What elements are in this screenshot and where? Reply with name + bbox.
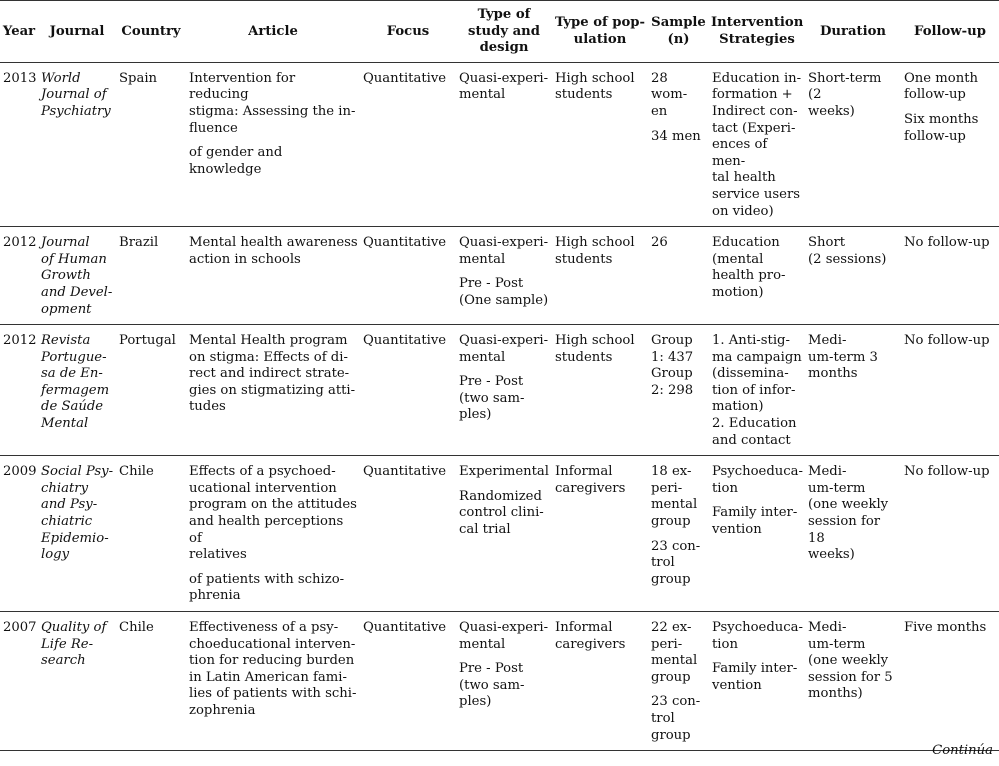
continuation-note: Continúa bbox=[932, 743, 993, 758]
paragraph-gap bbox=[712, 653, 803, 661]
cell-article-line: Mental health awareness bbox=[189, 235, 358, 251]
cell-population-line: students bbox=[555, 87, 613, 103]
cell-article-line: and health perceptions of bbox=[189, 514, 344, 546]
cell-duration-line: months bbox=[808, 366, 858, 382]
paragraph-gap bbox=[459, 268, 550, 276]
cell-journal bbox=[38, 612, 116, 751]
cell-duration-line: um-term bbox=[808, 636, 866, 652]
cell-duration bbox=[805, 227, 901, 325]
cell-intervention bbox=[709, 62, 805, 226]
cell-journal-line: chiatry bbox=[41, 480, 89, 496]
table-row bbox=[0, 325, 999, 456]
cell-study-design bbox=[456, 612, 552, 751]
cell-intervention-line: 1. Anti-stig- bbox=[712, 333, 790, 349]
cell-sample-line: 23 con- bbox=[651, 694, 701, 710]
header-article: Article bbox=[186, 1, 360, 63]
cell-study-design-line: control clini- bbox=[459, 505, 544, 521]
cell-sample-line: trol bbox=[651, 710, 675, 726]
cell-sample-line: mental bbox=[651, 653, 698, 669]
cell-study-design bbox=[456, 227, 552, 325]
cell-duration-line: session for 5 bbox=[808, 669, 893, 685]
cell-country: Spain bbox=[116, 62, 186, 226]
header-type-pop-line: Type of pop- bbox=[555, 15, 645, 31]
cell-followup-line: One month bbox=[904, 70, 979, 86]
cell-followup bbox=[901, 227, 999, 325]
cell-duration-line: weeks) bbox=[808, 547, 855, 563]
cell-followup-line: Six months bbox=[904, 111, 979, 127]
paragraph-gap bbox=[189, 137, 358, 145]
cell-study-design-line: cal trial bbox=[459, 522, 511, 538]
cell-study-design-line: Quasi-experi- bbox=[459, 333, 549, 349]
cell-population-line: High school bbox=[555, 333, 635, 349]
header-type-pop-line: ulation bbox=[573, 31, 627, 47]
cell-study-design-line: ples) bbox=[459, 407, 492, 423]
table-body bbox=[0, 62, 999, 750]
header-row bbox=[0, 1, 999, 63]
cell-journal-line: Growth bbox=[41, 268, 91, 284]
cell-duration-line: Medi- bbox=[808, 464, 847, 480]
cell-study-design bbox=[456, 325, 552, 456]
paragraph-gap bbox=[459, 653, 550, 661]
cell-study-design-line: mental bbox=[459, 251, 506, 267]
cell-study-design-line: ples) bbox=[459, 694, 492, 710]
cell-intervention-line: Family inter- bbox=[712, 661, 798, 677]
cell-country: Chile bbox=[116, 456, 186, 612]
header-type-study-line: Type of bbox=[477, 7, 531, 22]
table-row bbox=[0, 62, 999, 226]
cell-year: 2012 bbox=[0, 227, 38, 325]
cell-article bbox=[186, 227, 360, 325]
cell-journal-line: Life Re- bbox=[41, 636, 94, 652]
cell-journal-line: World bbox=[41, 70, 81, 86]
cell-article-line: action in schools bbox=[189, 251, 301, 267]
cell-sample-line: group bbox=[651, 571, 691, 587]
cell-sample-line: 34 men bbox=[651, 128, 701, 144]
cell-followup bbox=[901, 62, 999, 226]
cell-article bbox=[186, 612, 360, 751]
cell-country: Brazil bbox=[116, 227, 186, 325]
cell-intervention-line: formation + bbox=[712, 87, 793, 103]
cell-article-line: tion for reducing burden bbox=[189, 653, 355, 669]
cell-journal-line: opment bbox=[41, 301, 92, 317]
cell-study-design-line: mental bbox=[459, 636, 506, 652]
cell-sample bbox=[648, 62, 709, 226]
table-row bbox=[0, 456, 999, 612]
cell-sample-line: mental bbox=[651, 497, 698, 513]
cell-journal-line: and Devel- bbox=[41, 284, 113, 300]
cell-journal-line: Epidemio- bbox=[41, 530, 109, 546]
cell-intervention-line: 2. Education bbox=[712, 416, 797, 432]
cell-duration-line: Medi- bbox=[808, 620, 847, 635]
header-journal: Journal bbox=[38, 1, 116, 63]
cell-article-line: zophrenia bbox=[189, 702, 256, 718]
cell-intervention-line: tact (Experi- bbox=[712, 120, 796, 136]
cell-duration bbox=[805, 456, 901, 612]
paragraph-gap bbox=[651, 531, 707, 539]
cell-followup-line: Five months bbox=[904, 620, 987, 635]
cell-followup-line: follow-up bbox=[904, 128, 966, 144]
cell-sample-line: peri- bbox=[651, 480, 683, 496]
cell-followup-line: No follow-up bbox=[904, 235, 990, 251]
cell-article-line: Effects of a psychoed- bbox=[189, 464, 336, 480]
cell-article bbox=[186, 62, 360, 226]
cell-article-line: fluence bbox=[189, 120, 238, 136]
cell-intervention bbox=[709, 456, 805, 612]
paragraph-gap bbox=[189, 564, 358, 572]
cell-country: Chile bbox=[116, 612, 186, 751]
cell-sample bbox=[648, 456, 709, 612]
cell-article-line: Intervention for reducing bbox=[189, 70, 296, 103]
cell-intervention-line: tion bbox=[712, 480, 738, 496]
cell-year: 2013 bbox=[0, 62, 38, 226]
header-type-study-line: study and bbox=[468, 23, 540, 39]
cell-sample bbox=[648, 227, 709, 325]
cell-intervention-line: on video) bbox=[712, 203, 774, 219]
cell-study-design-line: Pre - Post bbox=[459, 276, 524, 292]
cell-journal-line: Journal of bbox=[41, 87, 107, 103]
cell-duration-line: um-term 3 bbox=[808, 349, 878, 365]
paragraph-gap bbox=[651, 121, 707, 129]
header-type-population bbox=[552, 1, 648, 63]
cell-population-line: students bbox=[555, 251, 613, 267]
cell-focus: Quantitative bbox=[360, 62, 456, 226]
cell-article-line: tudes bbox=[189, 399, 226, 415]
cell-journal bbox=[38, 227, 116, 325]
cell-article-line: lies of patients with schi- bbox=[189, 686, 357, 702]
cell-article-line: rect and indirect strate- bbox=[189, 366, 350, 382]
cell-intervention bbox=[709, 227, 805, 325]
header-focus: Focus bbox=[360, 1, 456, 63]
header-intervention bbox=[709, 1, 805, 63]
cell-duration bbox=[805, 62, 901, 226]
cell-population bbox=[552, 62, 648, 226]
cell-followup bbox=[901, 456, 999, 612]
cell-country: Portugal bbox=[116, 325, 186, 456]
cell-journal-line: Portugue- bbox=[41, 349, 107, 365]
cell-duration bbox=[805, 612, 901, 751]
cell-article-line: gies on stigmatizing atti- bbox=[189, 382, 356, 398]
table-row bbox=[0, 612, 999, 751]
cell-sample-line: 28 wom- bbox=[651, 70, 688, 103]
header-intervention-line: Strategies bbox=[719, 31, 795, 47]
cell-population-line: caregivers bbox=[555, 480, 626, 496]
cell-journal bbox=[38, 456, 116, 612]
cell-intervention-line: Psychoeduca- bbox=[712, 464, 803, 480]
cell-population-line: students bbox=[555, 349, 613, 365]
cell-sample-line: Group bbox=[651, 366, 693, 382]
cell-year: 2012 bbox=[0, 325, 38, 456]
cell-article-line: of gender and knowledge bbox=[189, 145, 283, 177]
cell-article-line: Mental Health program bbox=[189, 333, 348, 349]
cell-population-line: Informal bbox=[555, 464, 613, 480]
cell-intervention-line: (dissemina- bbox=[712, 366, 789, 382]
cell-sample-line: group bbox=[651, 669, 691, 685]
cell-sample-line: group bbox=[651, 514, 691, 530]
cell-sample-line: trol bbox=[651, 555, 675, 571]
cell-duration-line: (one weekly bbox=[808, 497, 889, 513]
cell-sample-line: 18 ex- bbox=[651, 464, 692, 480]
cell-study-design-line: Pre - Post bbox=[459, 661, 524, 677]
cell-journal-line: of Human bbox=[41, 251, 107, 267]
cell-intervention-line: Education in- bbox=[712, 70, 802, 86]
cell-study-design-line: (One sample) bbox=[459, 292, 549, 308]
cell-population bbox=[552, 325, 648, 456]
cell-journal-line: Social Psy- bbox=[41, 464, 114, 480]
header-type-study-line: design bbox=[479, 40, 529, 56]
cell-focus: Quantitative bbox=[360, 227, 456, 325]
cell-intervention-line: vention bbox=[712, 677, 762, 693]
table-row bbox=[0, 227, 999, 325]
cell-population-line: High school bbox=[555, 235, 635, 251]
cell-followup-line: No follow-up bbox=[904, 333, 990, 349]
cell-journal-line: sa de En- bbox=[41, 366, 103, 382]
cell-intervention bbox=[709, 612, 805, 751]
cell-journal-line: Journal bbox=[41, 235, 90, 251]
header-sample-line: (n) bbox=[667, 31, 690, 47]
header-followup: Follow-up bbox=[901, 1, 999, 63]
cell-article-line: on stigma: Effects of di- bbox=[189, 349, 348, 365]
cell-population-line: Informal bbox=[555, 620, 613, 635]
cell-article bbox=[186, 456, 360, 612]
cell-intervention-line: and contact bbox=[712, 432, 791, 448]
cell-study-design-line: (two sam- bbox=[459, 390, 525, 406]
cell-sample-line: 2: 298 bbox=[651, 382, 694, 398]
cell-journal-line: Mental bbox=[41, 416, 89, 432]
cell-intervention-line: health pro- bbox=[712, 268, 786, 284]
cell-year: 2007 bbox=[0, 612, 38, 751]
cell-study-design-line: Quasi-experi- bbox=[459, 620, 549, 635]
cell-journal-line: search bbox=[41, 653, 86, 669]
cell-duration-line: um-term bbox=[808, 480, 866, 496]
cell-intervention-line: Family inter- bbox=[712, 505, 798, 521]
cell-study-design-line: mental bbox=[459, 349, 506, 365]
cell-followup bbox=[901, 612, 999, 751]
cell-study-design-line: (two sam- bbox=[459, 677, 525, 693]
cell-sample-line: 22 ex- bbox=[651, 620, 692, 635]
cell-article-line: Effectiveness of a psy- bbox=[189, 620, 339, 635]
cell-journal-line: Quality of bbox=[41, 620, 107, 635]
cell-population bbox=[552, 612, 648, 751]
cell-journal bbox=[38, 325, 116, 456]
cell-followup-line: No follow-up bbox=[904, 464, 990, 480]
cell-journal-line: de Saúde bbox=[41, 399, 104, 415]
header-type-study bbox=[456, 1, 552, 63]
cell-focus: Quantitative bbox=[360, 612, 456, 751]
cell-intervention-line: tion bbox=[712, 636, 738, 652]
cell-article-line: ucational intervention bbox=[189, 480, 337, 496]
cell-intervention-line: Education bbox=[712, 235, 780, 251]
cell-duration-line: Short-term (2 bbox=[808, 70, 882, 103]
cell-sample bbox=[648, 325, 709, 456]
cell-study-design-line: mental bbox=[459, 87, 506, 103]
header-sample bbox=[648, 1, 709, 63]
cell-sample-line: en bbox=[651, 103, 668, 119]
cell-journal-line: and Psy- bbox=[41, 497, 98, 513]
cell-duration-line: (one weekly bbox=[808, 653, 889, 669]
cell-journal-line: fermagem bbox=[41, 382, 110, 398]
cell-sample-line: Group bbox=[651, 333, 693, 349]
cell-article-line: in Latin American fami- bbox=[189, 669, 347, 685]
cell-journal-line: Psychiatry bbox=[41, 103, 111, 119]
cell-followup bbox=[901, 325, 999, 456]
cell-sample-line: group bbox=[651, 727, 691, 743]
cell-duration bbox=[805, 325, 901, 456]
cell-intervention-line: vention bbox=[712, 522, 762, 538]
cell-intervention-line: Indirect con- bbox=[712, 103, 798, 119]
cell-sample-line: 26 bbox=[651, 235, 668, 251]
cell-intervention-line: mation) bbox=[712, 399, 764, 415]
cell-intervention-line: tion of infor- bbox=[712, 382, 796, 398]
cell-duration-line: Medi- bbox=[808, 333, 847, 349]
paragraph-gap bbox=[712, 497, 803, 505]
cell-focus: Quantitative bbox=[360, 325, 456, 456]
paragraph-gap bbox=[904, 104, 997, 112]
cell-journal-line: Revista bbox=[41, 333, 91, 349]
paragraph-gap bbox=[459, 366, 550, 374]
cell-study-design bbox=[456, 456, 552, 612]
header-sample-line: Sample bbox=[651, 15, 706, 31]
cell-article-line: relatives bbox=[189, 547, 247, 563]
cell-study-design-line: Randomized bbox=[459, 488, 542, 504]
cell-study-design-line: Experimental bbox=[459, 464, 550, 480]
cell-journal-line: chiatric bbox=[41, 514, 93, 530]
cell-duration-line: Short bbox=[808, 235, 846, 251]
cell-article-line: phrenia bbox=[189, 588, 241, 604]
cell-study-design-line: Quasi-experi- bbox=[459, 70, 549, 86]
cell-population bbox=[552, 456, 648, 612]
cell-sample-line: 1: 437 bbox=[651, 349, 694, 365]
cell-intervention bbox=[709, 325, 805, 456]
cell-article-line: of patients with schizo- bbox=[189, 571, 345, 587]
cell-intervention-line: (mental bbox=[712, 251, 764, 267]
cell-duration-line: session for 18 bbox=[808, 514, 881, 546]
cell-duration-line: weeks) bbox=[808, 103, 855, 119]
cell-study-design bbox=[456, 62, 552, 226]
cell-population-line: caregivers bbox=[555, 636, 626, 652]
cell-year: 2009 bbox=[0, 456, 38, 612]
cell-article-line: choeducational interven- bbox=[189, 636, 356, 652]
cell-followup-line: follow-up bbox=[904, 87, 966, 103]
cell-sample-line: peri- bbox=[651, 636, 683, 652]
cell-intervention-line: ences of men- bbox=[712, 137, 768, 169]
header-duration: Duration bbox=[805, 1, 901, 63]
cell-sample bbox=[648, 612, 709, 751]
cell-intervention-line: motion) bbox=[712, 284, 764, 300]
header-year: Year bbox=[0, 1, 38, 63]
header-country: Country bbox=[116, 1, 186, 63]
cell-intervention-line: ma campaign bbox=[712, 349, 802, 365]
cell-duration-line: (2 sessions) bbox=[808, 251, 887, 267]
header-intervention-line: Intervention bbox=[711, 15, 804, 31]
cell-study-design-line: Pre - Post bbox=[459, 374, 524, 390]
cell-journal-line: logy bbox=[41, 547, 70, 563]
cell-population-line: High school bbox=[555, 70, 635, 86]
cell-duration-line: months) bbox=[808, 686, 863, 702]
cell-population bbox=[552, 227, 648, 325]
cell-intervention-line: service users bbox=[712, 186, 801, 202]
cell-intervention-line: tal health bbox=[712, 170, 776, 186]
cell-article-line: program on the attitudes bbox=[189, 497, 357, 513]
cell-journal bbox=[38, 62, 116, 226]
cell-study-design-line: Quasi-experi- bbox=[459, 235, 549, 251]
cell-sample-line: 23 con- bbox=[651, 538, 701, 554]
paragraph-gap bbox=[459, 481, 550, 489]
paragraph-gap bbox=[651, 686, 707, 694]
cell-article bbox=[186, 325, 360, 456]
cell-article-line: stigma: Assessing the in- bbox=[189, 103, 356, 119]
cell-intervention-line: Psychoeduca- bbox=[712, 620, 803, 635]
cell-focus: Quantitative bbox=[360, 456, 456, 612]
